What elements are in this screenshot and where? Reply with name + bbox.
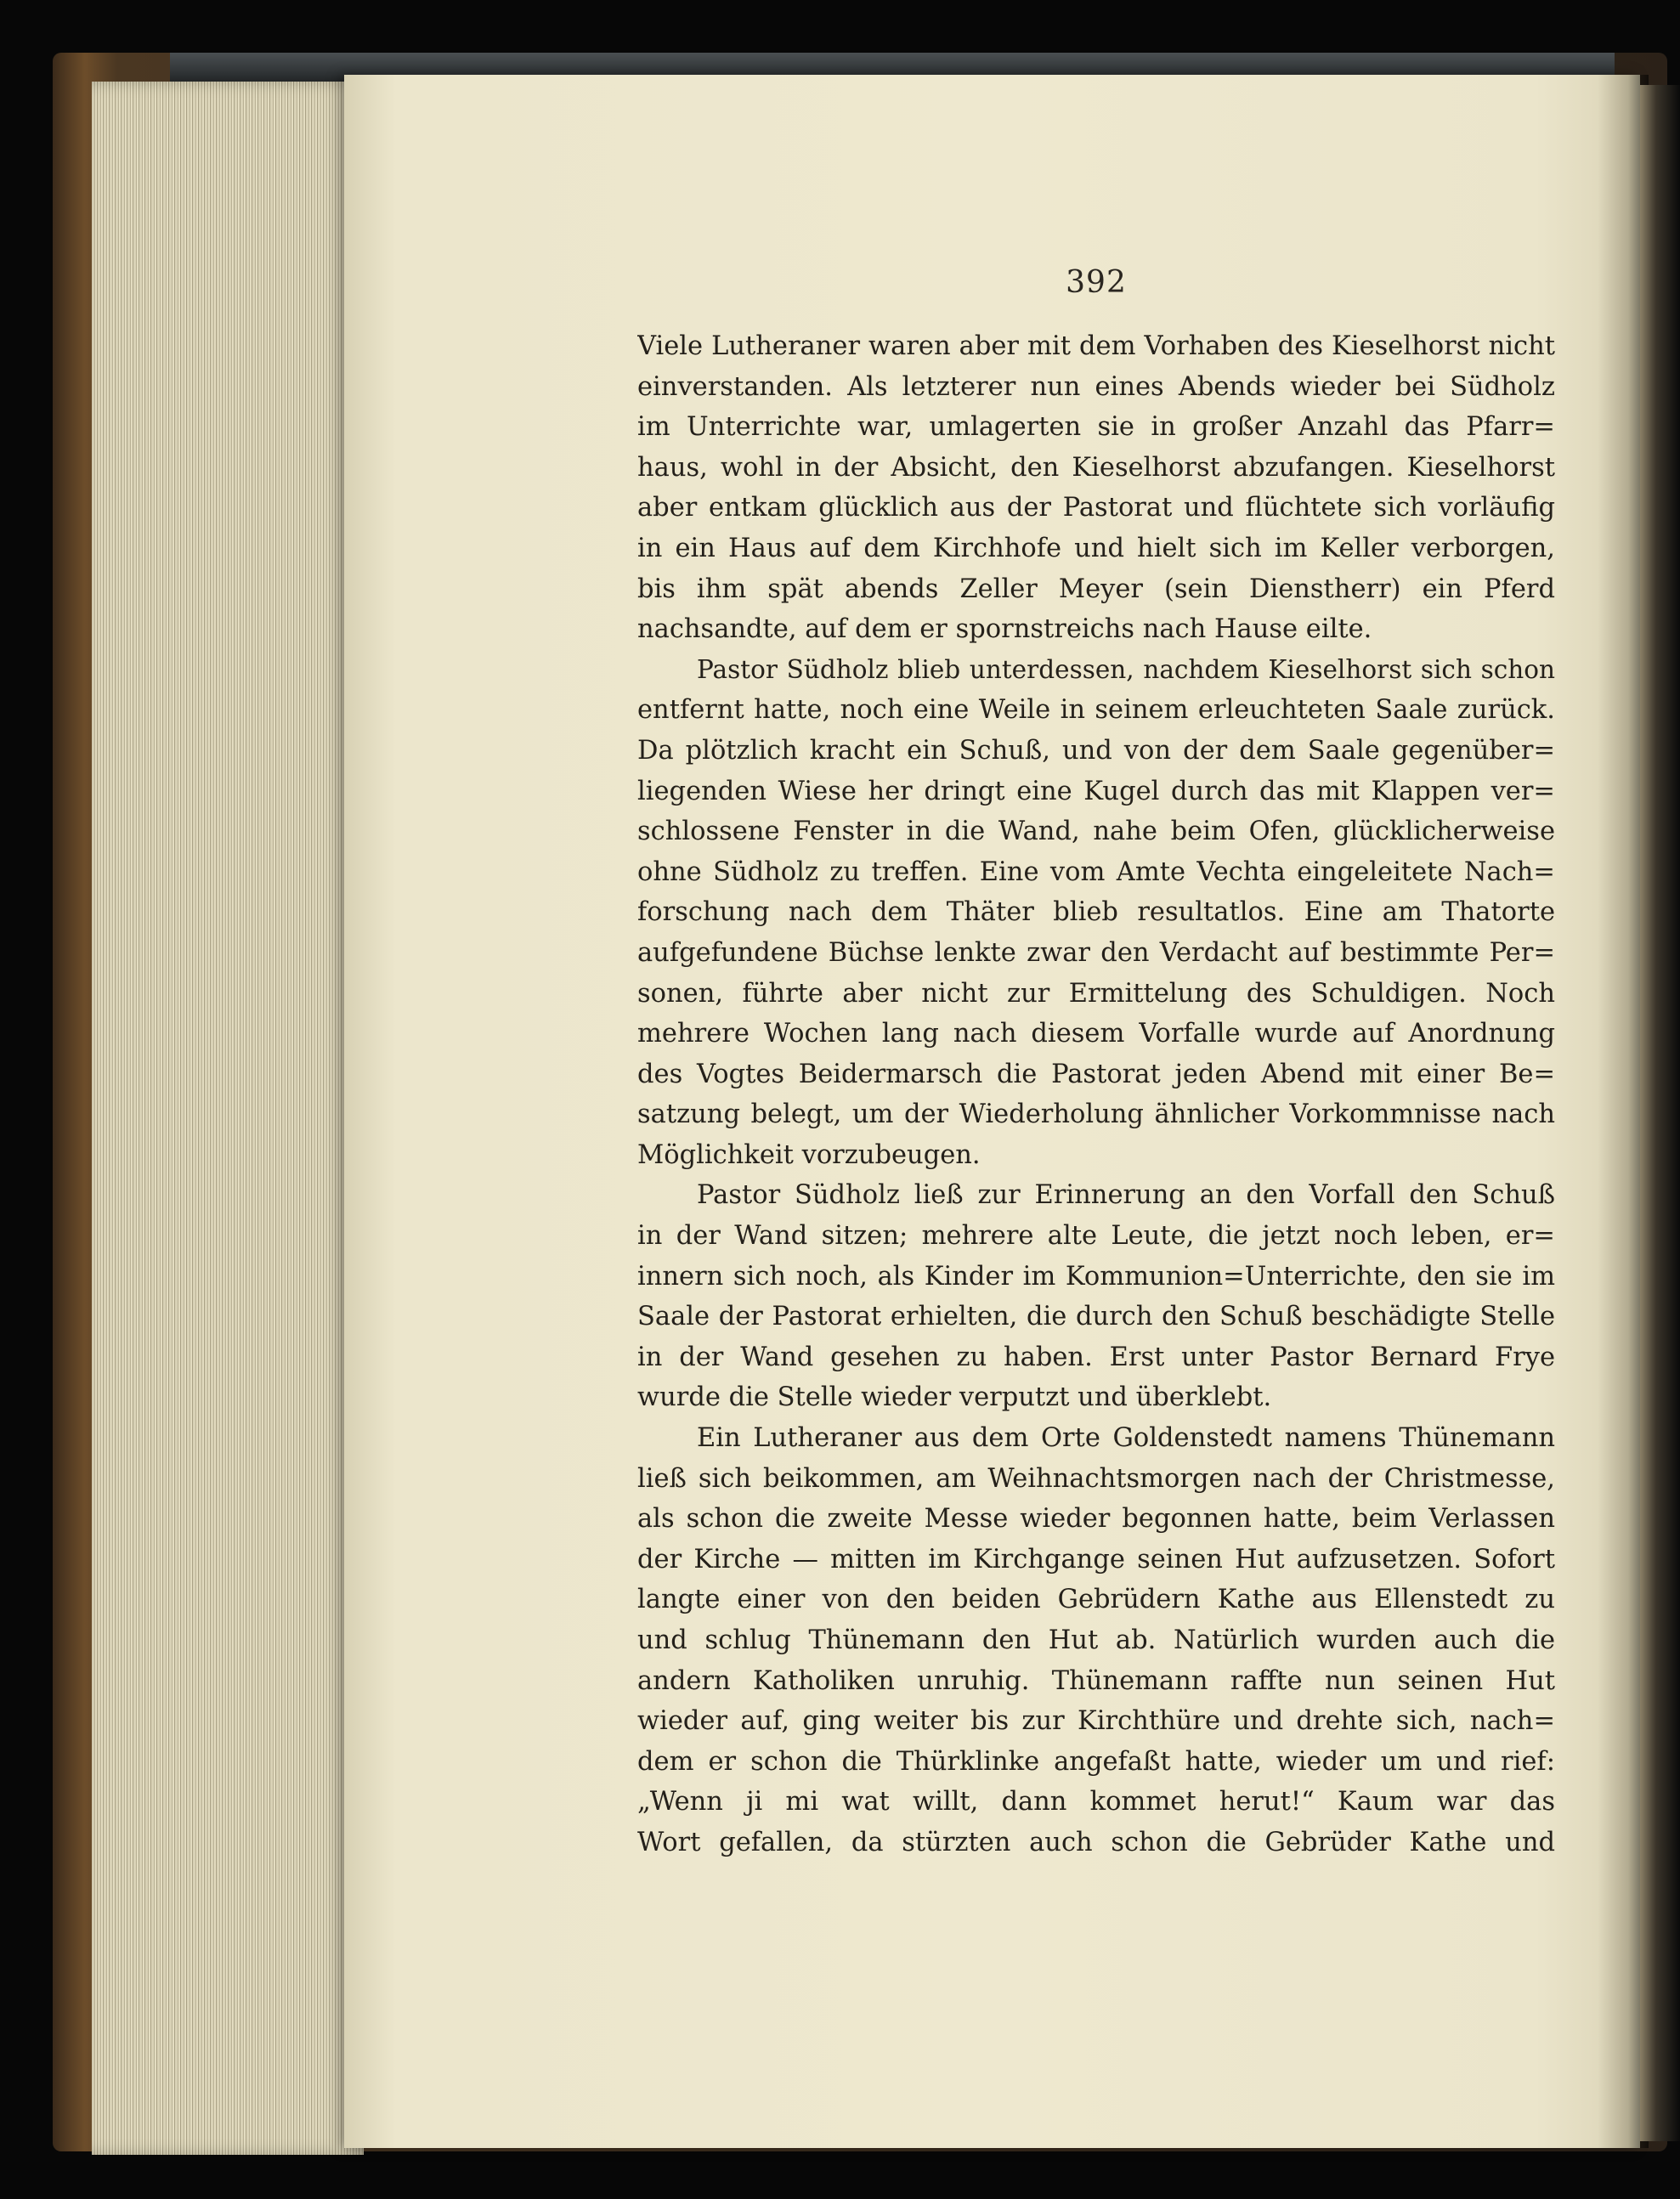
text-line: aufgefundene Büchse lenkte zwar den Verdacht auf bestimmte Per= xyxy=(637,937,1555,968)
facing-page-edge xyxy=(1640,85,1680,2141)
text-line: und schlug Thünemann den Hut ab. Natürlich wurden auch die xyxy=(637,1625,1555,1655)
text-line: nachsandte, auf dem er spornstreichs nach Hause eilte. xyxy=(637,614,1372,645)
text-line: der Kirche — mitten im Kirchgange seinen Hut aufzusetzen. Sofort xyxy=(637,1544,1555,1574)
text-line: wieder auf, ging weiter bis zur Kirchthüre und drehte sich, nach= xyxy=(637,1706,1555,1737)
text-line: Pastor Südholz ließ zur Erinnerung an den Vorfall den Schuß xyxy=(697,1180,1555,1211)
text-line: in der Wand sitzen; mehrere alte Leute, die jetzt noch leben, er= xyxy=(637,1221,1555,1252)
text-line: Viele Lutheraner waren aber mit dem Vorhaben des Kieselhorst nicht xyxy=(637,331,1555,361)
text-line: ohne Südholz zu treffen. Eine vom Amte Vechta eingeleitete Nach= xyxy=(637,856,1555,887)
text-line: innern sich noch, als Kinder im Kommunion=Unterrichte, den sie im xyxy=(637,1261,1555,1292)
text-line: dem er schon die Thürklinke angefaßt hatte, wieder um und rief: xyxy=(637,1746,1555,1777)
text-line: Ein Lutheraner aus dem Orte Goldenstedt namens Thünemann xyxy=(697,1423,1555,1454)
text-line: satzung belegt, um der Wiederholung ähnlicher Vorkommnisse nach xyxy=(637,1100,1555,1130)
page-text xyxy=(637,326,1555,1863)
text-line: Saale der Pastorat erhielten, die durch den Schuß beschädigte Stelle xyxy=(637,1302,1555,1332)
text-line: bis ihm spät abends Zeller Meyer (sein Dienstherr) ein Pferd xyxy=(637,574,1555,604)
text-line: liegenden Wiese her dringt eine Kugel durch das mit Klappen ver= xyxy=(637,776,1555,806)
text-line: ließ sich beikommen, am Weihnachtsmorgen nach der Christmesse, xyxy=(637,1463,1555,1494)
text-line: entfernt hatte, noch eine Weile in seinem erleuchteten Saale zurück. xyxy=(637,695,1555,726)
text-line: als schon die zweite Messe wieder begonnen hatte, beim Verlassen xyxy=(637,1504,1555,1535)
text-line: mehrere Wochen lang nach diesem Vorfalle wurde auf Anordnung xyxy=(637,1019,1555,1049)
text-line: in ein Haus auf dem Kirchhofe und hielt sich im Keller verborgen, xyxy=(637,533,1555,563)
text-line: aber entkam glücklich aus der Pastorat und flüchtete sich vorläufig xyxy=(637,493,1555,523)
text-line: Möglichkeit vorzubeugen. xyxy=(637,1139,981,1170)
text-line: „Wenn ji mi wat willt, dann kommet herut!“ Kaum war das xyxy=(637,1787,1555,1817)
page-block-edges xyxy=(92,82,364,2155)
text-line: Da plötzlich kracht ein Schuß, und von der dem Saale gegenüber= xyxy=(637,735,1555,766)
text-line: wurde die Stelle wieder verputzt und überklebt. xyxy=(637,1382,1272,1413)
page-number: 392 xyxy=(1066,265,1127,300)
text-line: Wort gefallen, da stürzten auch schon die Gebrüder Kathe und xyxy=(637,1827,1555,1857)
text-line: schlossene Fenster in die Wand, nahe beim Ofen, glücklicherweise xyxy=(637,817,1555,847)
text-line: langte einer von den beiden Gebrüdern Kathe aus Ellenstedt zu xyxy=(637,1585,1555,1615)
text-line: andern Katholiken unruhig. Thünemann raffte nun seinen Hut xyxy=(637,1665,1555,1696)
text-line: forschung nach dem Thäter blieb resultatlos. Eine am Thatorte xyxy=(637,897,1555,928)
text-line: in der Wand gesehen zu haben. Erst unter Pastor Bernard Frye xyxy=(637,1342,1555,1372)
text-line: im Unterrichte war, umlagerten sie in großer Anzahl das Pfarr= xyxy=(637,412,1555,443)
text-line: des Vogtes Beidermarsch die Pastorat jeden Abend mit einer Be= xyxy=(637,1059,1555,1089)
text-line: sonen, führte aber nicht zur Ermittelung des Schuldigen. Noch xyxy=(637,978,1555,1009)
text-line: einverstanden. Als letzterer nun eines Abends wieder bei Südholz xyxy=(637,371,1555,402)
text-line: Pastor Südholz blieb unterdessen, nachdem Kieselhorst sich schon xyxy=(697,654,1555,684)
text-line: haus, wohl in der Absicht, den Kieselhorst abzufangen. Kieselhorst xyxy=(637,452,1555,483)
